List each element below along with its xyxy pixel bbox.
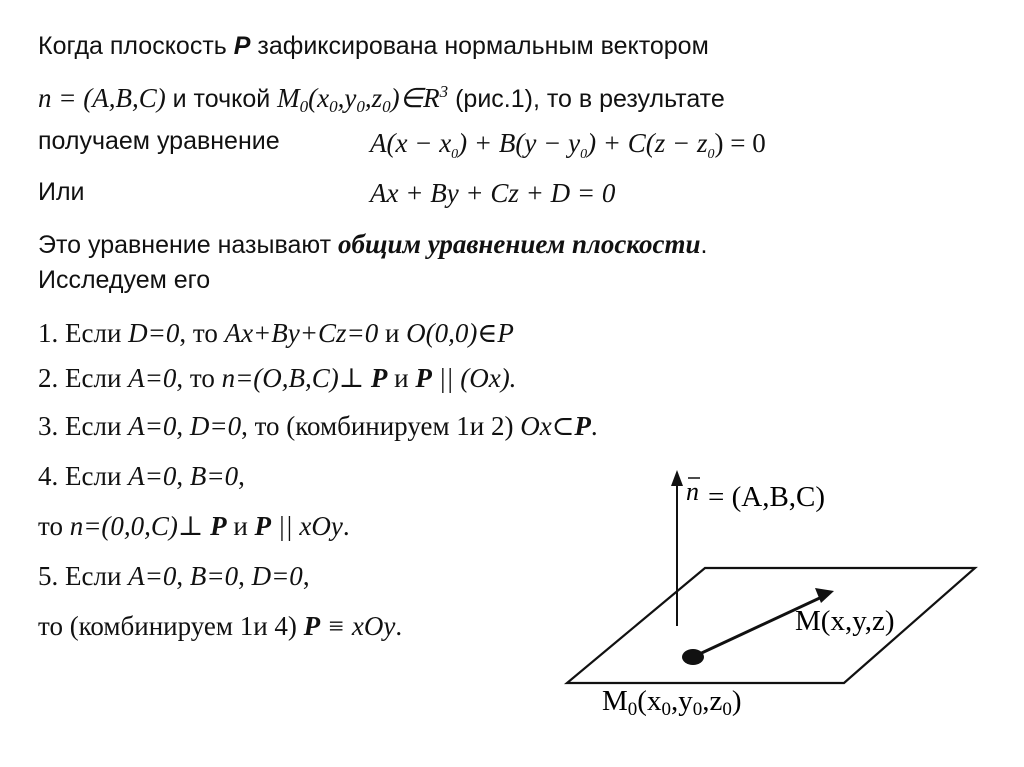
normal-vector-arrowhead (671, 470, 683, 486)
item-3: 3. Если A=0, D=0, то (комбинируем 1и 2) Ox⊂P. (38, 411, 598, 441)
normal-n-letter: n (686, 477, 699, 506)
intro-line-1: Когда плоскость P зафиксирована нормальным вектором (38, 32, 709, 60)
item-5: 5. Если A=0, B=0, D=0, (38, 561, 310, 591)
investigate-line: Исследуем его (38, 266, 211, 294)
point-m0-label: M0(x0,y0,z0) (602, 685, 742, 720)
general-equation-line: Это уравнение называют общим уравнением плоскости. (38, 229, 708, 259)
item-1: 1. Если D=0, то Ax+By+Cz=0 и O(0,0)∈P (38, 318, 514, 348)
intro-line-3: получаем уравнение (38, 127, 280, 155)
item-4: 4. Если A=0, B=0, (38, 461, 245, 491)
m0-m-vector-arrowhead (815, 588, 834, 603)
or-label: Или (38, 178, 85, 206)
item-2: 2. Если A=0, то n=(O,B,C)⊥ P и P || (Ox). (38, 363, 517, 393)
item-5-result: то (комбинируем 1и 4) P ≡ xOy. (38, 611, 403, 641)
plane-shape (567, 568, 975, 683)
normal-label: = (A,B,C) (708, 481, 826, 513)
formula-general: Ax + By + Cz + D = 0 (370, 178, 616, 208)
item-4-result: то n=(0,0,C)⊥ P и P || xOy. (38, 511, 350, 541)
point-m0 (682, 649, 704, 665)
intro-line-2: n = (A,B,C) и точкой $M_0(x_0,y_0,z_0)\in R^3$ (рис.1), то в результате (38, 82, 725, 116)
point-m-label: M(x,y,z) (795, 605, 895, 637)
formula-point-normal: $A(x - x_0) + B(y - y_0) + C(z - z_0) = 0$ (370, 128, 766, 162)
